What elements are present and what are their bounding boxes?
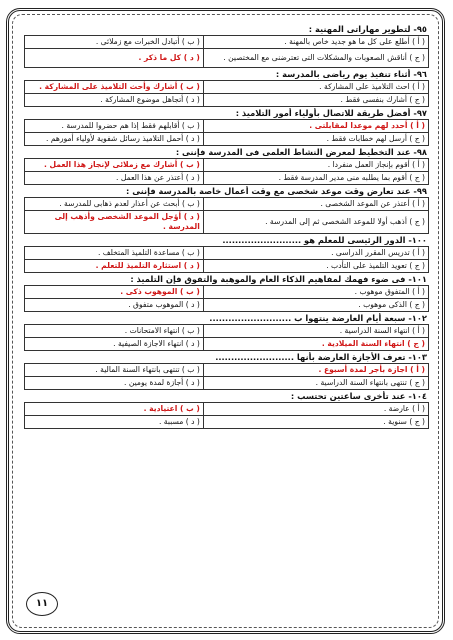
question-number: ٩٨ (416, 147, 427, 157)
question-block (24, 274, 429, 312)
answer-option: ( د ) أعتذر عن هذا العمل . (25, 172, 204, 185)
question-block (24, 147, 429, 185)
question-title (24, 147, 429, 158)
answer-option: ( أ ) تدريس المقرر الدراسى . (203, 247, 428, 260)
answer-option: ( ب ) انتهاء الامتحانات . (25, 325, 204, 338)
options-row (25, 49, 429, 68)
options-table (24, 402, 429, 429)
answer-option: ( د ) انتهاء الاجازة الصيفية . (25, 338, 204, 351)
question-title (24, 235, 429, 246)
answer-option: ( ج ) أشارك بنفسى فقط . (203, 94, 428, 107)
answer-option: ( د ) أجازة لمدة يومين . (25, 377, 204, 390)
answer-option: ( ب ) أبحث عن أعذار لعدم ذهابى للمدرسة . (25, 198, 204, 211)
options-row (25, 299, 429, 312)
answer-option: ( د ) مسببة . (25, 416, 204, 429)
options-table (24, 80, 429, 107)
correct-answer-option: ( د ) كل ما ذكر . (25, 49, 204, 68)
options-row (25, 364, 429, 377)
question-number: ٩٦ (416, 69, 427, 79)
options-row (25, 211, 429, 234)
answer-option: ( أ ) عارضة . (203, 403, 428, 416)
options-table (24, 285, 429, 312)
question-text: عند التخطيط لمعرض النشاط العلمى فى المدرسة فإننى : (175, 147, 411, 157)
question-text: لتطوير مهاراتى المهنية : (308, 24, 411, 34)
question-number-separator: - (410, 69, 417, 79)
options-row (25, 133, 429, 146)
answer-option: ( ب ) تنتهى بانتهاء السنة المالية . (25, 364, 204, 377)
options-table (24, 119, 429, 146)
answer-option: ( د ) أتجاهل موضوع المشاركة . (25, 94, 204, 107)
question-title (24, 108, 429, 119)
question-number: ٩٩ (416, 186, 427, 196)
options-row (25, 94, 429, 107)
correct-answer-option: ( أ ) اجازة بأجر لمدة أسبوع . (203, 364, 428, 377)
answer-option: ( ج ) سنوية . (203, 416, 428, 429)
question-number: ١٠٢ (411, 313, 427, 323)
question-title (24, 391, 429, 402)
correct-answer-option: ( ج ) انتهاء السنة الميلادية . (203, 338, 428, 351)
options-row (25, 377, 429, 390)
answer-option: ( أ ) أعتذر عن الموعد الشخصى . (203, 198, 428, 211)
question-number-separator: - (405, 274, 412, 284)
correct-answer-option: ( ب ) أشارك وأحث التلاميذ على المشاركة . (25, 81, 204, 94)
correct-answer-option: ( أ ) أحدد لهم موعدا لمقابلتى . (203, 120, 428, 133)
correct-answer-option: ( ب ) أشارك مع زملائى لإنجاز هذا العمل . (25, 159, 204, 172)
answer-option: ( ج ) أناقش الصعوبات والمشكلات التى تعترضنى مع المختصين . (203, 49, 428, 68)
answer-option: ( أ ) أطلع على كل ما هو جديد خاص بالمهنة . (203, 36, 428, 49)
options-row (25, 120, 429, 133)
question-text: أثناء تنفيذ يوم رياضى بالمدرسة : (275, 69, 411, 79)
answer-option: ( أ ) انتهاء السنة الدراسية . (203, 325, 428, 338)
question-text: عند تعارض وقت موعد شخصى مع وقت أعمال خاصة بالمدرسة فإننى : (126, 186, 411, 196)
question-block (24, 313, 429, 351)
question-title (24, 186, 429, 197)
question-number: ٩٧ (416, 108, 427, 118)
question-title (24, 313, 429, 324)
options-table (24, 324, 429, 351)
page-number: ١١ (26, 592, 58, 616)
options-table (24, 197, 429, 234)
question-number-separator: - (405, 391, 412, 401)
answer-option: ( ب ) مساعدة التلميذ المتخلف . (25, 247, 204, 260)
answer-option: ( ج ) تعويد التلميذ على التأدب . (203, 260, 428, 273)
correct-answer-option: ( د ) استثارة التلميذ للتعلم . (25, 260, 204, 273)
question-title (24, 69, 429, 80)
question-title (24, 352, 429, 363)
options-row (25, 286, 429, 299)
question-block (24, 108, 429, 146)
question-block (24, 69, 429, 107)
options-row (25, 416, 429, 429)
answer-option: ( ج ) تنتهى بانتهاء السنة الدراسية . (203, 377, 428, 390)
answer-option: ( د ) الموهوب متفوق . (25, 299, 204, 312)
options-row (25, 403, 429, 416)
options-table (24, 35, 429, 68)
question-text: الدور الرئيسى للمعلم هو (304, 235, 406, 245)
answer-option: ( ب ) أتبادل الخبرات مع زملائى . (25, 36, 204, 49)
question-number: ٩٥ (416, 24, 427, 34)
options-table (24, 246, 429, 273)
fill-blank-dots: ......................... (215, 352, 294, 362)
question-number-separator: - (410, 147, 417, 157)
question-number-separator: - (410, 24, 417, 34)
options-table (24, 158, 429, 185)
question-block (24, 391, 429, 429)
question-number-separator: - (405, 235, 412, 245)
question-number: ١٠٣ (411, 352, 427, 362)
question-block (24, 352, 429, 390)
answer-option: ( أ ) المتفوق موهوب . (203, 286, 428, 299)
question-title (24, 274, 429, 285)
question-block (24, 24, 429, 68)
options-row (25, 172, 429, 185)
question-text: سبعة أيام العارضة ينتهوا ب (294, 313, 406, 323)
answer-option: ( ج ) أذهب أولا للموعد الشخصى ثم إلى المدرسة . (203, 211, 428, 234)
question-block (24, 186, 429, 234)
question-number: ١٠٠ (411, 235, 427, 245)
question-number: ١٠١ (411, 274, 427, 284)
options-row (25, 247, 429, 260)
options-row (25, 338, 429, 351)
options-row (25, 81, 429, 94)
question-block (24, 235, 429, 273)
answer-option: ( أ ) أقوم بإنجاز العمل منفردا . (203, 159, 428, 172)
question-text: عند تأخرى ساعتين تحتسب : (290, 391, 406, 401)
question-title (24, 24, 429, 35)
options-row (25, 159, 429, 172)
answer-option: ( ج ) أرسل لهم خطابات فقط . (203, 133, 428, 146)
question-number-separator: - (410, 186, 417, 196)
question-text: فى ضوء فهمك لمفاهيم الذكاء العام والموهبة والتفوق فإن التلميذ : (130, 274, 406, 284)
options-row (25, 260, 429, 273)
fill-blank-dots: .......................... (209, 313, 292, 323)
options-row (25, 36, 429, 49)
options-row (25, 198, 429, 211)
answer-option: ( ب ) أقابلهم فقط إذا هم حضروا للمدرسة . (25, 120, 204, 133)
correct-answer-option: ( ب ) اعتيادية . (25, 403, 204, 416)
answer-option: ( أ ) احث التلاميذ على المشاركة . (203, 81, 428, 94)
options-row (25, 325, 429, 338)
options-table (24, 363, 429, 390)
question-list (24, 24, 429, 430)
question-number-separator: - (405, 313, 412, 323)
question-text: أفضل طريقة للاتصال بأولياء أمور التلاميذ : (235, 108, 411, 118)
answer-option: ( ج ) أقوم بما يطلبه منى مدير المدرسة فقط . (203, 172, 428, 185)
question-number: ١٠٤ (411, 391, 427, 401)
answer-option: ( د ) أحمل التلاميذ رسائل شفوية لأولياء أمورهم . (25, 133, 204, 146)
correct-answer-option: ( د ) أؤجل الموعد الشخصى وأذهب إلى المدرسة . (25, 211, 204, 234)
question-text: تعرف الأجازة العارضة بأنها (296, 352, 406, 362)
fill-blank-dots: ......................... (222, 235, 302, 245)
correct-answer-option: ( ب ) الموهوب ذكى . (25, 286, 204, 299)
answer-option: ( ج ) الذكى موهوب . (203, 299, 428, 312)
question-number-separator: - (405, 352, 412, 362)
question-number-separator: - (410, 108, 417, 118)
